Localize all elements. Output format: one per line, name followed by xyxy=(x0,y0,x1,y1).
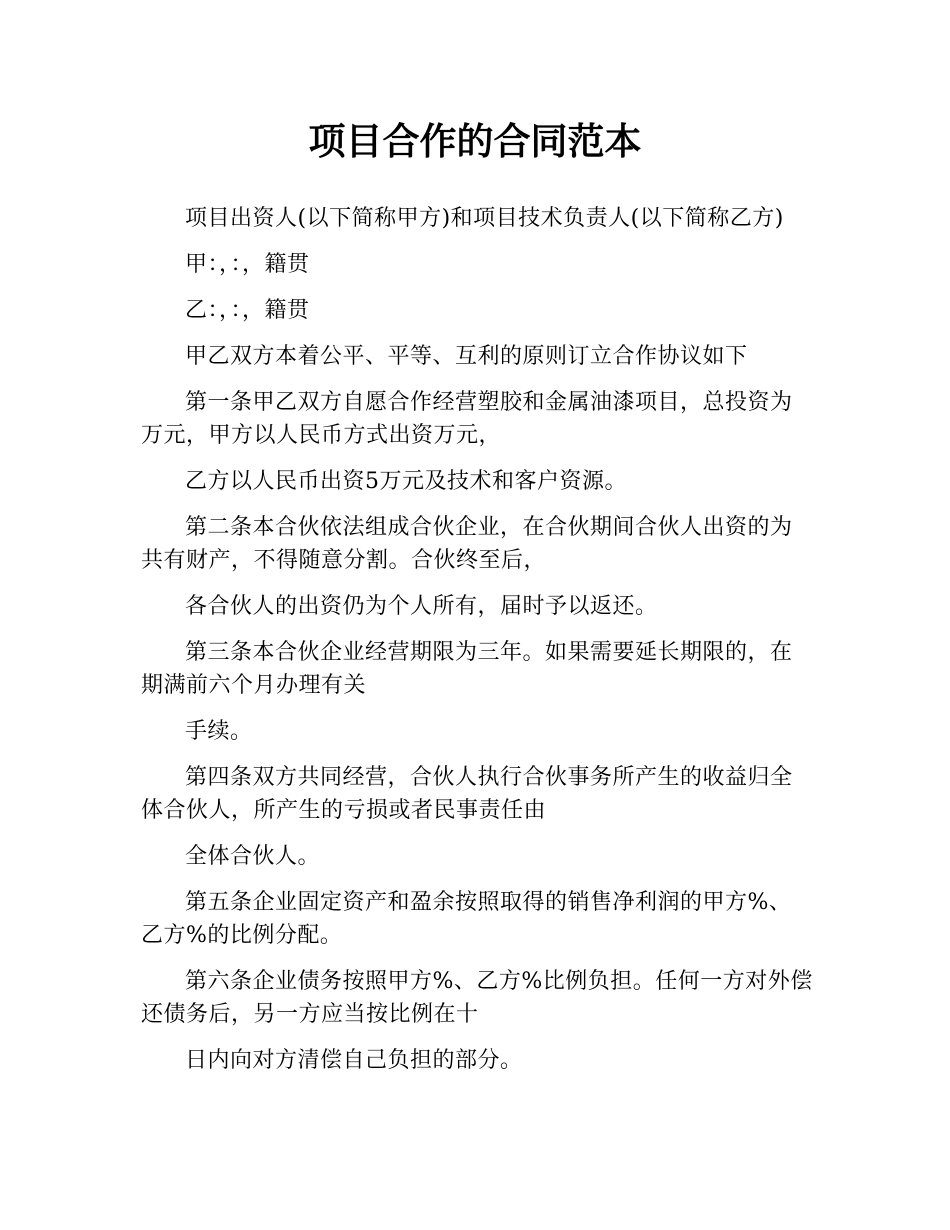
paragraph-article-4: 第四条双方共同经营，合伙人执行合伙事务所产生的收益归全体合伙人，所产生的亏损或者民事责任由 xyxy=(141,765,793,823)
paragraph-article-3: 第三条本合伙企业经营期限为三年。如果需要延长期限的，在期满前六个月办理有关 xyxy=(141,640,793,698)
paragraph-article-1: 第一条甲乙双方自愿合作经营塑胶和金属油漆项目，总投资为万元，甲方以人民币方式出资万元， xyxy=(141,390,793,448)
document-body xyxy=(141,202,813,1090)
paragraph-principle: 甲乙双方本着公平、平等、互利的原则订立合作协议如下 xyxy=(185,344,748,369)
paragraph-article-5: 第五条企业固定资产和盈余按照取得的销售净利润的甲方%、乙方%的比例分配。 xyxy=(141,890,792,948)
paragraph-party-b: 乙：，：，籍贯 xyxy=(185,298,310,323)
paragraph-party-a: 甲：，：，籍贯 xyxy=(185,252,310,277)
paragraph-article-6: 第六条企业债务按照甲方%、乙方%比例负担。任何一方对外偿还债务后，另一方应当按比例在十 xyxy=(141,969,813,1027)
paragraph-article-6-cont: 日内向对方清偿自己负担的部分。 xyxy=(185,1048,523,1073)
paragraph-parties-intro: 项目出资人(以下简称甲方)和项目技术负责人(以下简称乙方) xyxy=(185,206,784,231)
paragraph-article-1-cont: 乙方以人民币出资5万元及技术和客户资源。 xyxy=(185,469,627,494)
paragraph-article-2-cont: 各合伙人的出资仍为个人所有，届时予以返还。 xyxy=(185,594,658,619)
paragraph-article-2: 第二条本合伙依法组成合伙企业，在合伙期间合伙人出资的为共有财产，不得随意分割。合伙终至后， xyxy=(141,515,793,573)
document-title: 项目合作的合同范本 xyxy=(308,120,642,163)
paragraph-article-3-cont: 手续。 xyxy=(185,719,253,744)
paragraph-article-4-cont: 全体合伙人。 xyxy=(185,844,321,869)
